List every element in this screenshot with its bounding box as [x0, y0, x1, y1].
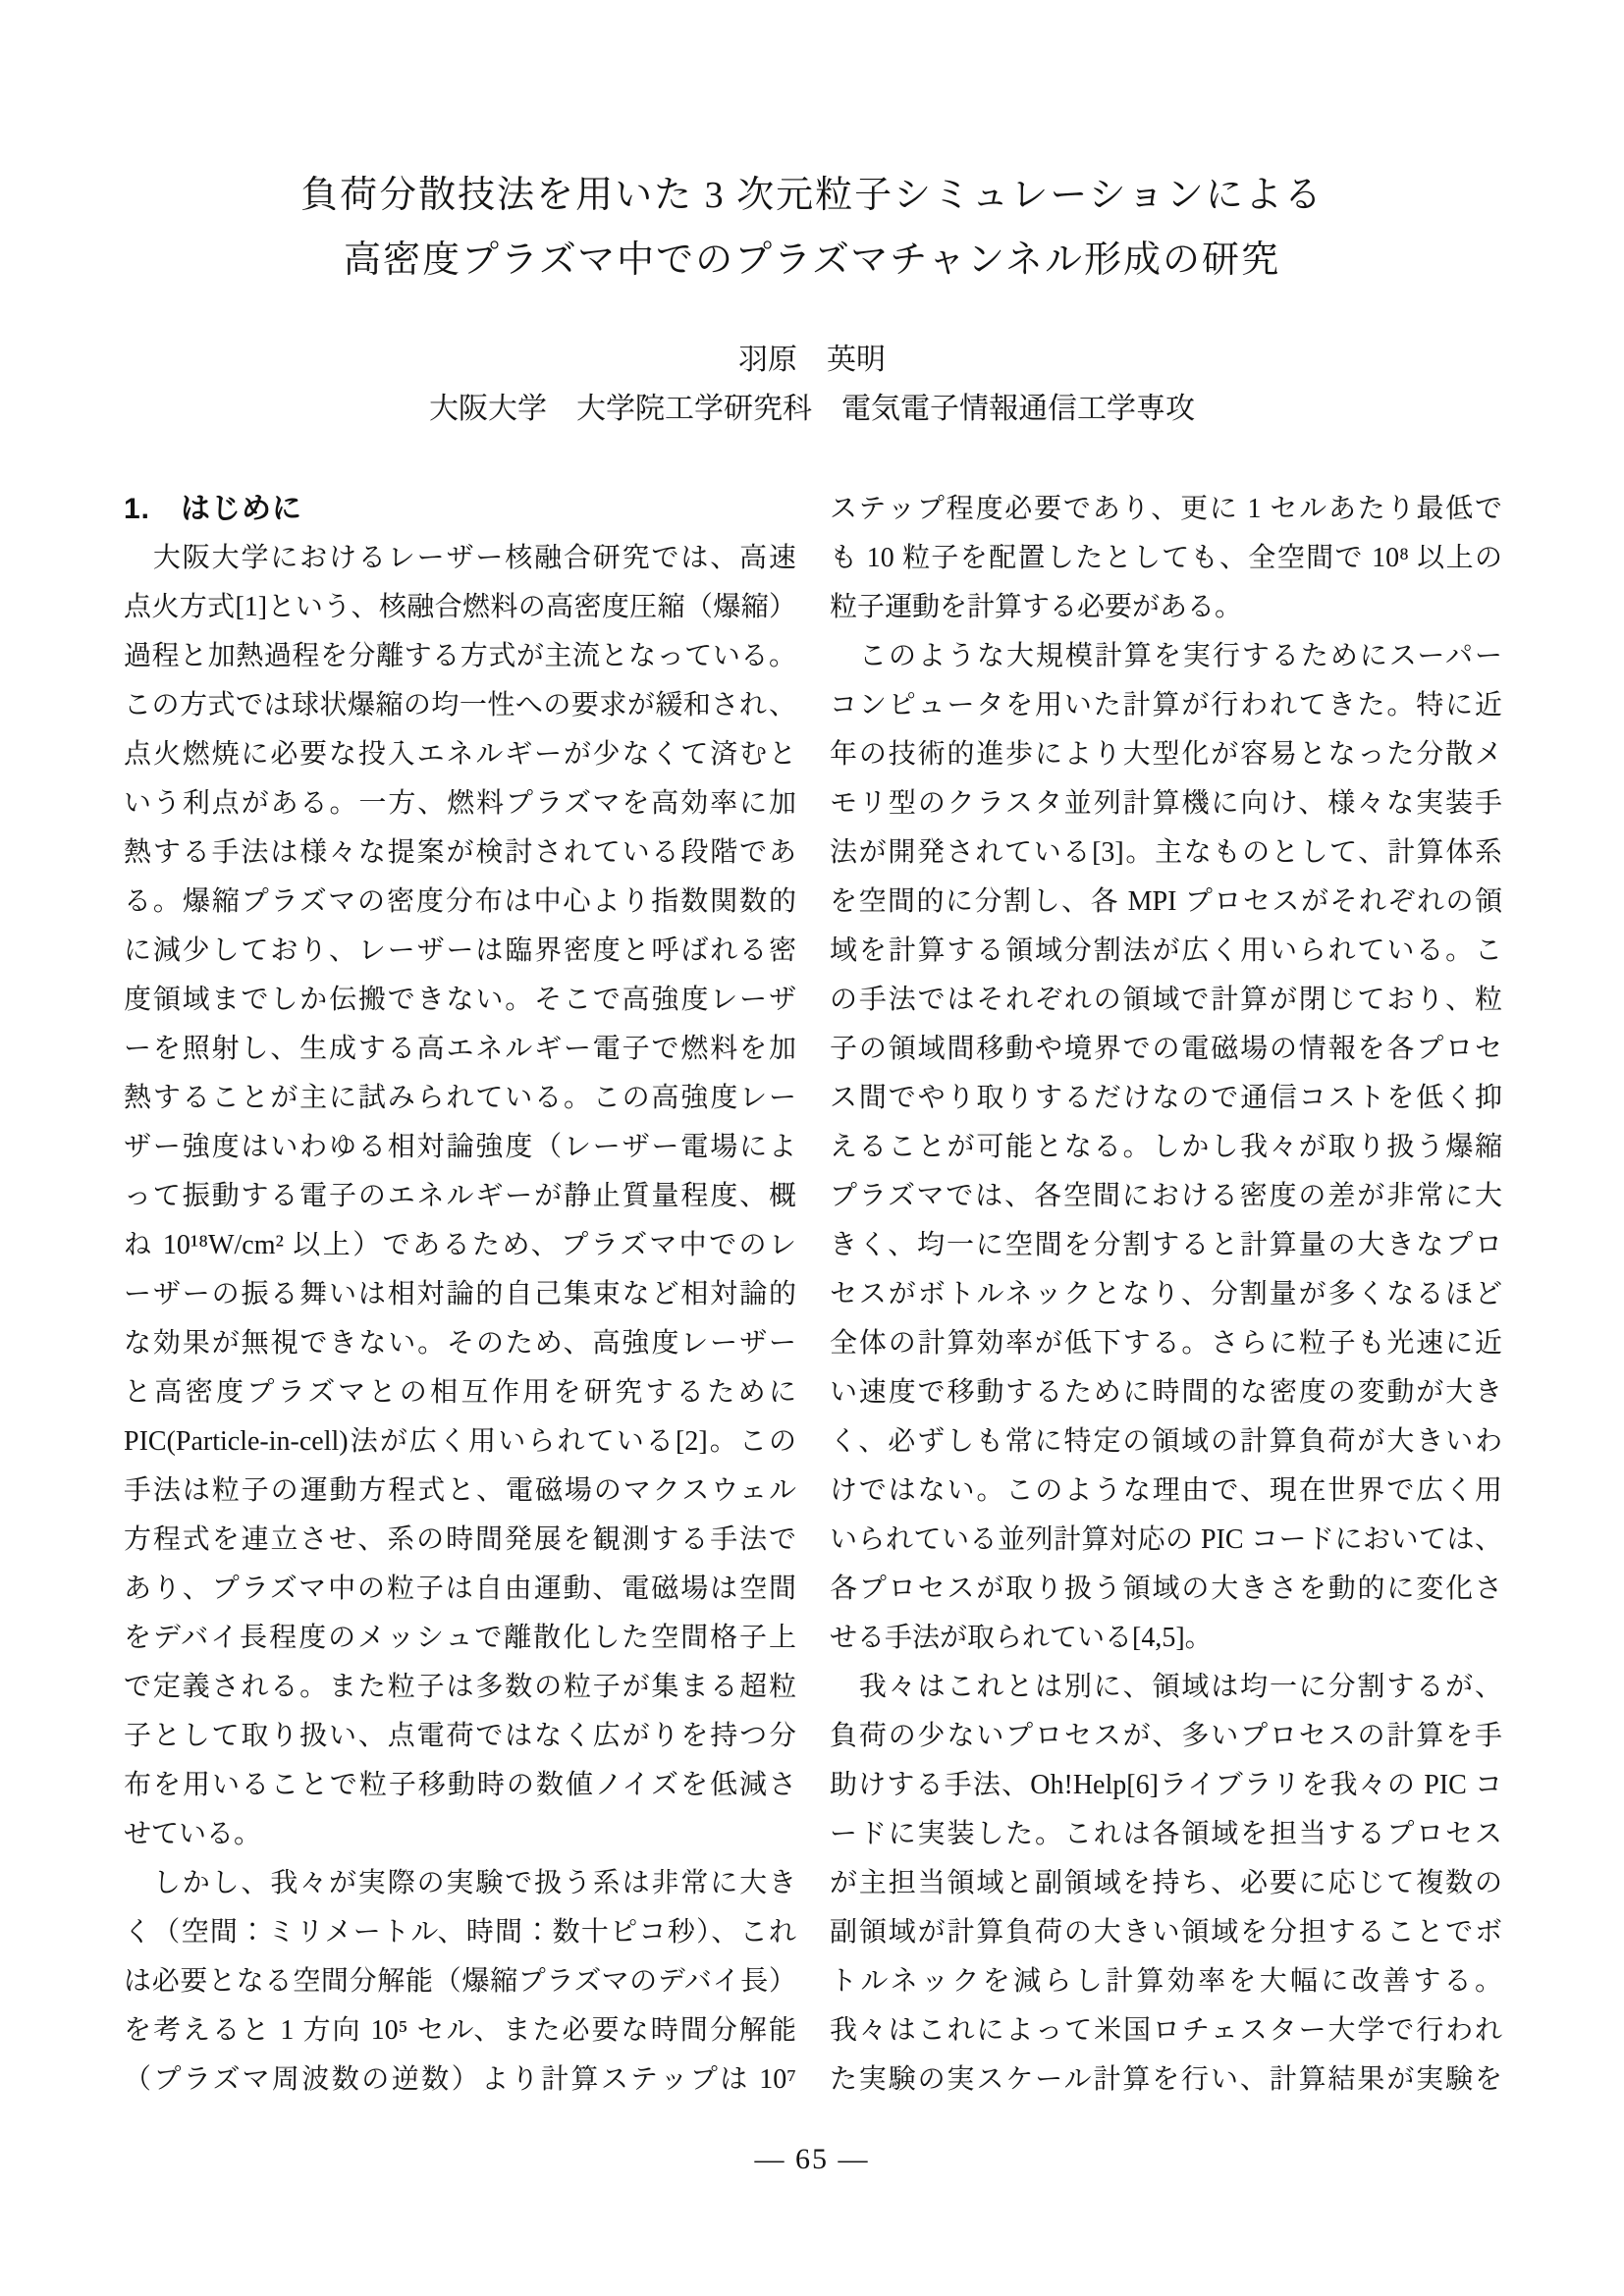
text-line: えることが可能となる。しかし我々が取り扱う爆縮 — [830, 1132, 1502, 1162]
text-line: も 10 粒子を配置したとしても、全空間で 10⁸ 以上の — [830, 543, 1502, 573]
text-line: きく、均一に空間を分割すると計算量の大きなプロ — [830, 1230, 1502, 1260]
text-line: 熱する手法は様々な提案が検討されている段階であ — [124, 837, 796, 868]
right-column — [830, 485, 1502, 2105]
text-line: （プラズマ周波数の逆数）より計算ステップは 10⁷ — [124, 2064, 796, 2095]
text-line: が主担当領域と副領域を持ち、必要に応じて複数の — [830, 1868, 1502, 1898]
text-line: ステップ程度必要であり、更に 1 セルあたり最低で — [830, 494, 1502, 524]
text-line: けではない。このような理由で、現在世界で広く用 — [830, 1475, 1502, 1506]
paper-title-line-2: 高密度プラズマ中でのプラズマチャンネル形成の研究 — [344, 240, 1280, 281]
text-line: と高密度プラズマとの相互作用を研究するために — [124, 1377, 796, 1408]
text-line: 子の領域間移動や境界での電磁場の情報を各プロセ — [830, 1034, 1502, 1064]
text-line: しかし、我々が実際の実験で扱う系は非常に大き — [124, 1868, 796, 1898]
text-line: で定義される。また粒子は多数の粒子が集まる超粒 — [124, 1672, 796, 1702]
author-name: 羽原 英明 — [738, 344, 886, 376]
left-column-text — [124, 534, 796, 2105]
text-line: 熱することが主に試みられている。この高強度レー — [124, 1083, 796, 1113]
text-line: 域を計算する領域分割法が広く用いられている。こ — [830, 935, 1502, 966]
right-column-text — [830, 485, 1502, 2105]
text-line: せている。 — [124, 1819, 262, 1849]
text-line: ーを照射し、生成する高エネルギー電子で燃料を加 — [124, 1034, 796, 1064]
text-line: せる手法が取られている[4,5]。 — [830, 1623, 1213, 1653]
text-line: は必要となる空間分解能（爆縮プラズマのデバイ長） — [124, 1966, 796, 1997]
text-line: ス間でやり取りするだけなので通信コストを低く抑 — [830, 1083, 1502, 1113]
text-line: 子として取り扱い、点電荷ではなく広がりを持つ分 — [124, 1721, 796, 1751]
text-line: 粒子運動を計算する必要がある。 — [830, 592, 1243, 622]
text-line: コンピュータを用いた計算が行われてきた。特に近 — [830, 690, 1502, 721]
text-line: ザー強度はいわゆる相対論強度（レーザー電場によ — [124, 1132, 796, 1162]
text-line: 法が開発されている[3]。主なものとして、計算体系 — [830, 837, 1502, 868]
text-line: このような大規模計算を実行するためにスーパー — [830, 641, 1502, 671]
text-line: 過程と加熱過程を分離する方式が主流となっている。 — [124, 641, 796, 671]
body-columns — [124, 485, 1502, 2105]
text-line: に減少しており、レーザーは臨界密度と呼ばれる密 — [124, 935, 796, 966]
left-column — [124, 485, 796, 2105]
text-line: を考えると 1 方向 10⁵ セル、また必要な時間分解能 — [124, 2015, 796, 2046]
page-footer — [0, 2143, 1624, 2176]
text-line: 我々はこれによって米国ロチェスター大学で行われ — [830, 2015, 1502, 2046]
text-line: 各プロセスが取り扱う領域の大きさを動的に変化さ — [830, 1574, 1502, 1604]
text-line: な効果が無視できない。そのため、高強度レーザー — [124, 1328, 796, 1359]
title-block — [0, 163, 1624, 434]
text-line: 年の技術的進歩により大型化が容易となった分散メ — [830, 739, 1502, 770]
page-number: — 65 — — [754, 2143, 870, 2175]
text-line: る。爆縮プラズマの密度分布は中心より指数関数的 — [124, 886, 796, 917]
paper-title-line-1: 負荷分散技法を用いた 3 次元粒子シミュレーションによる — [300, 175, 1324, 216]
text-line: く（空間：ミリメートル、時間：数十ピコ秒）、これ — [124, 1917, 796, 1948]
text-line: 全体の計算効率が低下する。さらに粒子も光速に近 — [830, 1328, 1502, 1359]
text-line: く、必ずしも常に特定の領域の計算負荷が大きいわ — [830, 1426, 1502, 1457]
text-line: トルネックを減らし計算効率を大幅に改善する。 — [830, 1966, 1502, 1997]
text-line: をデバイ長程度のメッシュで離散化した空間格子上 — [124, 1623, 796, 1653]
text-line: 度領域までしか伝搬できない。そこで高強度レーザ — [124, 985, 796, 1015]
text-line: 点火方式[1]という、核融合燃料の高密度圧縮（爆縮） — [124, 592, 796, 622]
text-line: ードに実装した。これは各領域を担当するプロセス — [830, 1819, 1502, 1849]
text-line: 大阪大学におけるレーザー核融合研究では、高速 — [124, 543, 796, 573]
text-line: 助けする手法、Oh!Help[6]ライブラリを我々の PIC コ — [830, 1770, 1502, 1800]
text-line: PIC(Particle-in-cell)法が広く用いられている[2]。この — [124, 1426, 796, 1457]
text-line: いう利点がある。一方、燃料プラズマを高効率に加 — [124, 788, 796, 819]
text-line: って振動する電子のエネルギーが静止質量程度、概 — [124, 1181, 796, 1211]
text-line: 負荷の少ないプロセスが、多いプロセスの計算を手 — [830, 1721, 1502, 1751]
section-heading-introduction: 1. はじめに — [124, 493, 303, 525]
text-line: 方程式を連立させ、系の時間発展を観測する手法で — [124, 1524, 796, 1555]
text-line: ーザーの振る舞いは相対論的自己集束など相対論的 — [124, 1279, 796, 1309]
text-line: 手法は粒子の運動方程式と、電磁場のマクスウェル — [124, 1475, 796, 1506]
text-line: あり、プラズマ中の粒子は自由運動、電磁場は空間 — [124, 1574, 796, 1604]
text-line: の手法ではそれぞれの領域で計算が閉じており、粒 — [830, 985, 1502, 1015]
text-line: セスがボトルネックとなり、分割量が多くなるほど — [830, 1279, 1502, 1309]
text-line: を空間的に分割し、各 MPI プロセスがそれぞれの領 — [830, 886, 1502, 917]
text-line: 我々はこれとは別に、領域は均一に分割するが、 — [830, 1672, 1502, 1702]
text-line: プラズマでは、各空間における密度の差が非常に大 — [830, 1181, 1502, 1211]
text-line: 点火燃焼に必要な投入エネルギーが少なくて済むと — [124, 739, 796, 770]
text-line: モリ型のクラスタ並列計算機に向け、様々な実装手 — [830, 788, 1502, 819]
text-line: い速度で移動するために時間的な密度の変動が大き — [830, 1377, 1502, 1408]
text-line: 副領域が計算負荷の大きい領域を分担することでボ — [830, 1917, 1502, 1948]
text-line: ね 10¹⁸W/cm² 以上）であるため、プラズマ中でのレ — [124, 1230, 796, 1260]
text-line: た実験の実スケール計算を行い、計算結果が実験を — [830, 2064, 1502, 2095]
text-line: 布を用いることで粒子移動時の数値ノイズを低減さ — [124, 1770, 796, 1800]
author-affiliation: 大阪大学 大学院工学研究科 電気電子情報通信工学専攻 — [429, 393, 1195, 425]
text-line: いられている並列計算対応の PIC コードにおいては、 — [830, 1524, 1502, 1555]
text-line: この方式では球状爆縮の均一性への要求が緩和され、 — [124, 690, 796, 721]
